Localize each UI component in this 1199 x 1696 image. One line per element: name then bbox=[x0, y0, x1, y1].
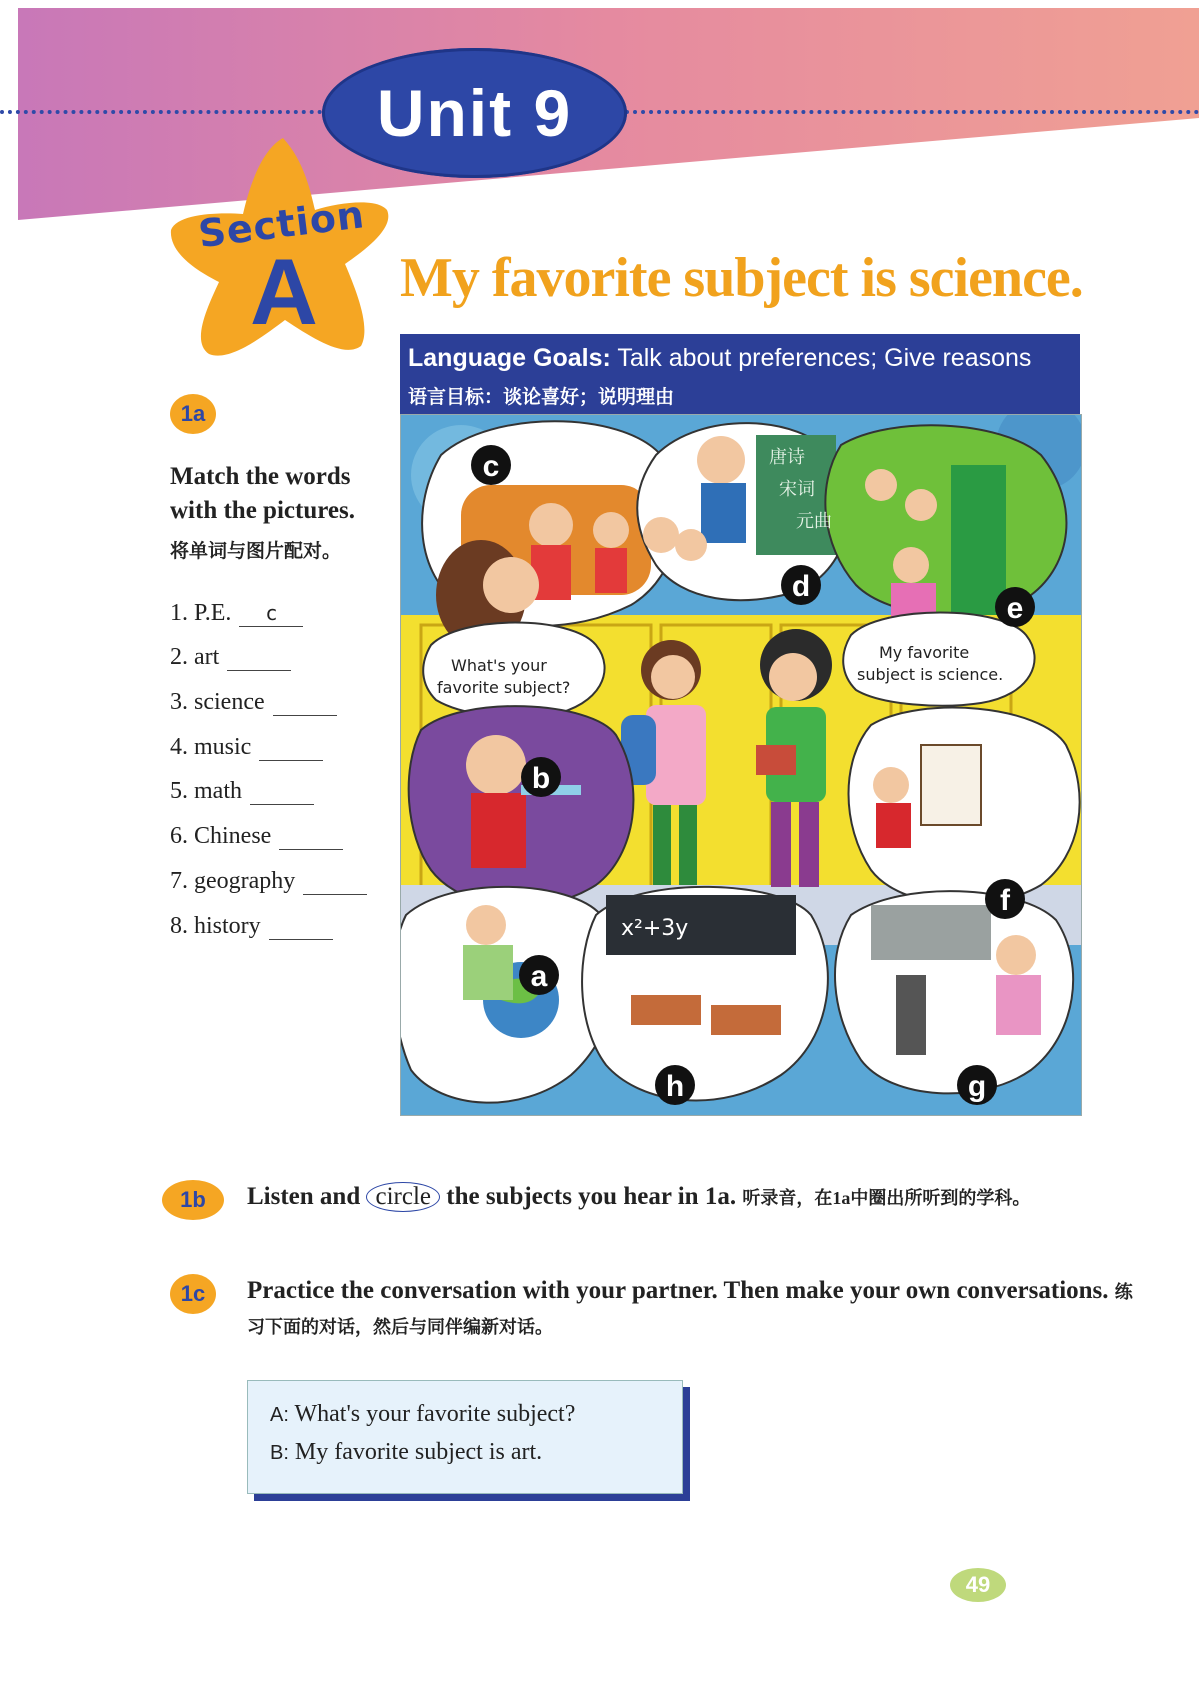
language-goals-zh: 语言目标：谈论喜好；说明理由 bbox=[408, 387, 675, 408]
svg-text:c: c bbox=[482, 450, 500, 483]
svg-text:e: e bbox=[1006, 592, 1024, 625]
word-item: 8. history bbox=[170, 895, 400, 940]
dialogue-line-a: A: What's your favorite subject? bbox=[270, 1401, 576, 1427]
svg-text:唐诗: 唐诗 bbox=[769, 447, 805, 468]
word-item: 4. music bbox=[170, 716, 400, 761]
answer-blank[interactable] bbox=[303, 868, 367, 895]
marker-d bbox=[781, 565, 821, 605]
language-goals-bar bbox=[400, 334, 1080, 414]
circled-word: circle bbox=[366, 1182, 440, 1212]
marker-g bbox=[957, 1065, 997, 1105]
board-equation: x²+3y bbox=[621, 916, 689, 941]
word-item: 2. art bbox=[170, 627, 400, 672]
speech-left-line1: What's your bbox=[451, 656, 547, 675]
marker-c bbox=[471, 445, 511, 485]
page-title: My favorite subject is science. bbox=[400, 247, 1083, 309]
exercise-1b-instruction: Listen and circle the subjects you hear in 1a. 听录音，在1a中圈出所听到的学科。 bbox=[247, 1183, 1031, 1210]
unit-badge: Unit 9 bbox=[322, 48, 627, 178]
word-list bbox=[170, 582, 400, 940]
exercise-1c-badge: 1c bbox=[170, 1274, 216, 1314]
svg-text:a: a bbox=[530, 960, 548, 993]
word-item: 3. science bbox=[170, 671, 400, 716]
dialogue-line-b: B: My favorite subject is art. bbox=[270, 1439, 543, 1465]
exercise-1a-badge: 1a bbox=[170, 394, 216, 434]
exercise-1a-instruction: Match the words with the pictures. bbox=[170, 463, 355, 524]
word-item: 1. P.E. c bbox=[170, 582, 400, 627]
answer-blank[interactable] bbox=[259, 734, 323, 761]
svg-text:d: d bbox=[791, 570, 811, 603]
marker-h bbox=[655, 1065, 695, 1105]
section-letter: A bbox=[250, 239, 318, 344]
svg-text:宋词: 宋词 bbox=[779, 479, 815, 500]
svg-text:b: b bbox=[531, 762, 551, 795]
answer-blank[interactable] bbox=[227, 644, 291, 671]
svg-text:f: f bbox=[1000, 884, 1010, 917]
answer-blank[interactable] bbox=[269, 913, 333, 940]
exercise-1a-instruction-zh: 将单词与图片配对。 bbox=[170, 541, 342, 562]
exercise-1c-zh: 练习下面的对话，然后与同伴编新对话。 bbox=[247, 1282, 1133, 1337]
svg-text:g: g bbox=[967, 1070, 987, 1103]
svg-text:h: h bbox=[665, 1070, 685, 1103]
answer-blank[interactable] bbox=[273, 689, 337, 716]
answer-blank[interactable] bbox=[250, 778, 314, 805]
marker-a bbox=[519, 955, 559, 995]
dialogue-box bbox=[247, 1380, 683, 1494]
language-goals-en: Language Goals: Talk about preferences; Give reasons bbox=[408, 344, 1032, 372]
dotted-rule-right bbox=[625, 110, 1199, 114]
word-item: 6. Chinese bbox=[170, 805, 400, 850]
answer-blank[interactable] bbox=[279, 823, 343, 850]
marker-b bbox=[521, 757, 561, 797]
word-item: 5. math bbox=[170, 761, 400, 806]
dotted-rule-left bbox=[0, 110, 330, 114]
marker-f bbox=[985, 879, 1025, 919]
svg-text:元曲: 元曲 bbox=[796, 511, 832, 532]
speech-right-line1: My favorite bbox=[879, 643, 970, 662]
exercise-1b-headphone-badge: 1b bbox=[162, 1180, 224, 1220]
answer-blank[interactable]: c bbox=[239, 600, 303, 627]
classroom-illustration bbox=[400, 414, 1082, 1116]
page-number: 49 bbox=[950, 1568, 1006, 1602]
speech-right-line2: subject is science. bbox=[857, 665, 1004, 684]
section-word: Section bbox=[195, 192, 368, 257]
marker-e bbox=[995, 587, 1035, 627]
exercise-1c-instruction: Practice the conversation with your partner. Then make your own conversations. 练习下面的对话，然后与同伴编新对话。 bbox=[247, 1277, 1133, 1337]
exercise-1b-zh: 听录音，在1a中圈出所听到的学科。 bbox=[742, 1188, 1031, 1208]
speech-left-line2: favorite subject? bbox=[437, 678, 571, 697]
word-item: 7. geography bbox=[170, 850, 400, 895]
